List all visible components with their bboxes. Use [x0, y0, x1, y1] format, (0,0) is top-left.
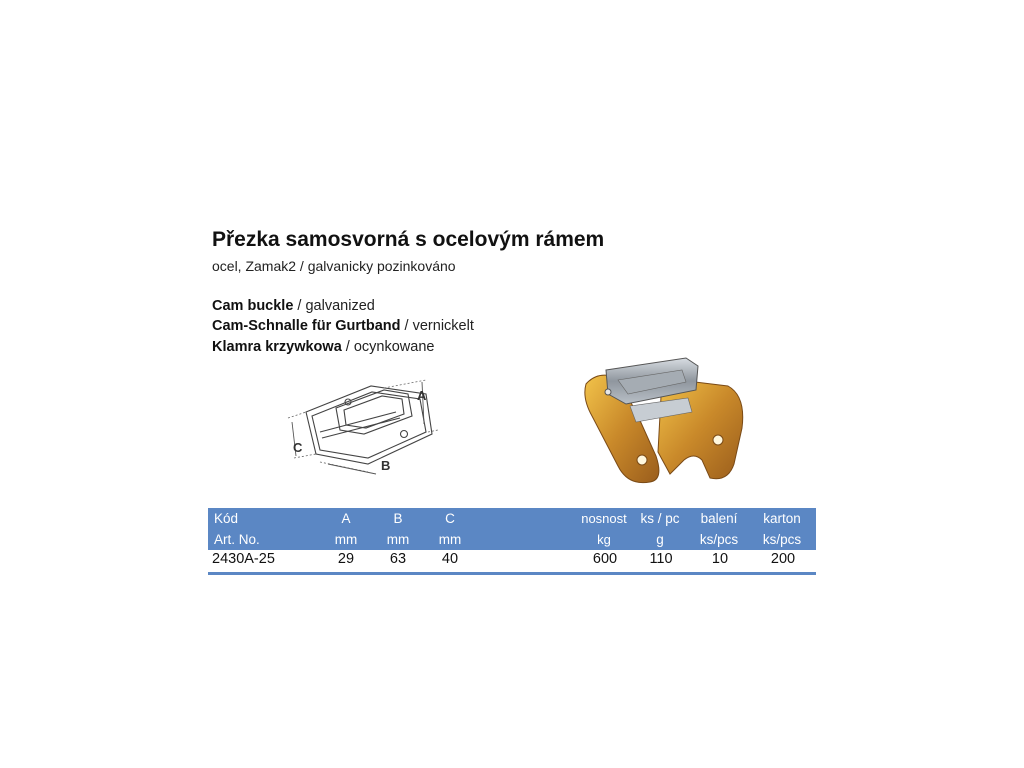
- header-line2: g: [656, 532, 664, 547]
- specification-table: [208, 508, 816, 575]
- header-weight: [640, 508, 679, 550]
- header-line1: ks / pc: [640, 511, 680, 526]
- header-b: [387, 508, 410, 550]
- header-line1: nosnost: [581, 511, 627, 526]
- header-line2: mm: [438, 532, 462, 547]
- header-line2: ks/pcs: [699, 532, 739, 547]
- dimension-label-b: B: [381, 458, 391, 473]
- header-line1: B: [393, 511, 403, 526]
- cell-b: 63: [389, 551, 407, 567]
- header-code: [214, 508, 260, 550]
- header-line2: Art. No.: [214, 532, 260, 547]
- header-line1: C: [445, 511, 455, 526]
- header-line2: ks/pcs: [762, 532, 802, 547]
- product-subtitle: ocel, Zamak2 / galvanicky pozinkováno: [212, 258, 456, 274]
- translation-name: Klamra krzywkowa: [212, 339, 342, 355]
- header-carton: [763, 508, 801, 550]
- cell-a: 29: [337, 551, 355, 567]
- cell-c: 40: [441, 551, 459, 567]
- cell-code: 2430A-25: [212, 551, 275, 567]
- buckle-dimension-drawing: [276, 372, 446, 484]
- dimension-label-a: A: [417, 388, 427, 403]
- header-line1: Kód: [214, 511, 239, 526]
- header-line1: karton: [763, 511, 801, 526]
- header-c: [439, 508, 462, 550]
- header-a: [335, 508, 358, 550]
- header-pack: [700, 508, 738, 550]
- cell-weight: 110: [649, 551, 673, 567]
- product-title: Přezka samosvorná s ocelovým rámem: [212, 228, 605, 251]
- header-line1: A: [341, 511, 351, 526]
- table-row: [208, 550, 816, 571]
- translation-name: Cam buckle: [212, 298, 294, 314]
- cell-load: 600: [592, 551, 618, 567]
- table-header: [208, 508, 816, 550]
- buckle-product-photo: [578, 356, 750, 486]
- translation-name: Cam-Schnalle für Gurtband: [212, 318, 401, 334]
- translation-suffix: / galvanized: [293, 298, 375, 314]
- translation-suffix: / ocynkowane: [341, 339, 435, 355]
- cell-pack: 10: [711, 551, 729, 567]
- header-line1: balení: [700, 511, 738, 526]
- translation-english: [212, 298, 375, 314]
- cell-carton: 200: [770, 551, 796, 567]
- translation-german: [212, 318, 474, 334]
- header-line2: mm: [386, 532, 410, 547]
- header-line2: kg: [597, 532, 611, 547]
- translation-suffix: / vernickelt: [400, 318, 474, 334]
- header-line2: mm: [334, 532, 358, 547]
- header-load: [581, 508, 627, 550]
- translation-polish: [212, 339, 434, 355]
- dimension-label-c: C: [293, 440, 303, 455]
- table-bottom-rule: [208, 572, 816, 575]
